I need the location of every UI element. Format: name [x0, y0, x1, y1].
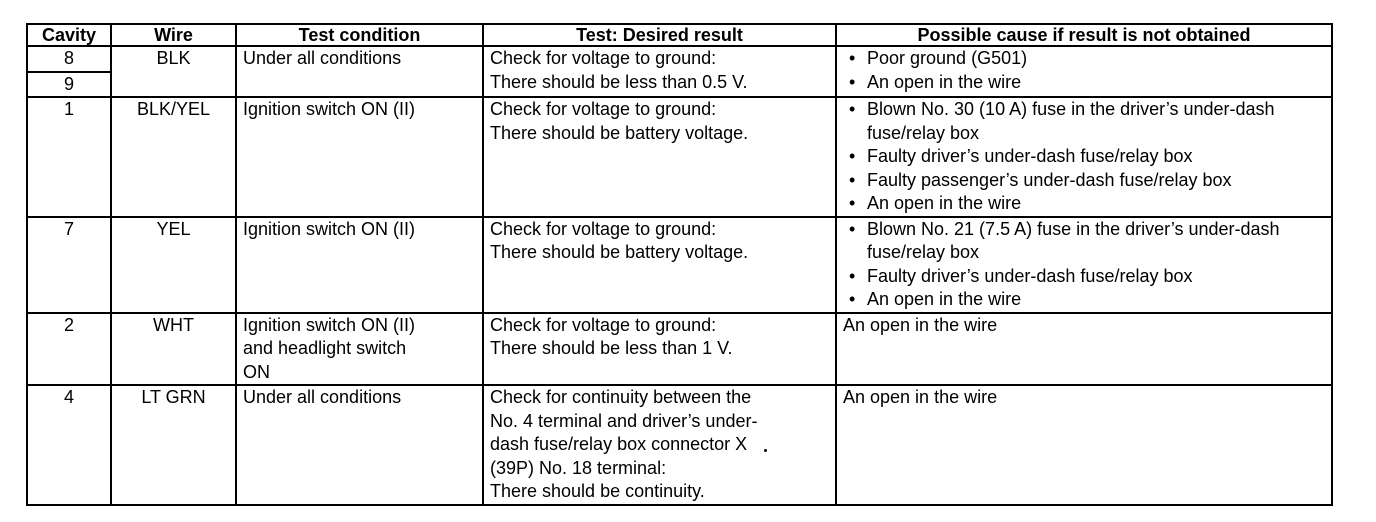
cause-text: Blown No. 30 (10 A) fuse in the driver’s under-dash fuse/relay box	[867, 99, 1275, 143]
wire-color-cell: WHT	[111, 313, 236, 386]
possible-cause-cell	[836, 97, 1332, 217]
cavity-cell	[27, 46, 111, 97]
cause-item	[843, 145, 1325, 169]
condition-line: Ignition switch ON (II)	[243, 218, 416, 239]
cavity-number: 7	[63, 218, 74, 239]
test-condition-cell	[236, 217, 483, 313]
cavity-number: 1	[63, 99, 74, 119]
result-line: There should be battery voltage.	[490, 242, 749, 262]
bullet-icon: •	[849, 193, 856, 213]
wire-color-cell: BLK/YEL	[111, 97, 236, 217]
wire-color-cell: LT GRN	[111, 385, 236, 505]
cause-text: Faulty driver’s under-dash fuse/relay box	[867, 146, 1193, 166]
bullet-icon: •	[849, 289, 856, 309]
cause-text: Poor ground (G501)	[867, 48, 1028, 68]
bullet-icon: •	[849, 218, 856, 239]
result-line: (39P) No. 18 terminal:	[490, 457, 667, 478]
cause-text: An open in the wire	[843, 387, 998, 407]
table-row	[27, 217, 1332, 313]
table-row	[27, 385, 1332, 505]
cause-item	[843, 47, 1325, 71]
bullet-icon: •	[849, 265, 856, 286]
test-condition-cell	[236, 97, 483, 217]
cause-list	[843, 47, 1325, 94]
cause-list	[843, 218, 1325, 312]
possible-cause-cell	[836, 313, 1332, 386]
cavity-cell	[27, 313, 111, 386]
desired-result-cell	[483, 97, 836, 217]
condition-line: Under all conditions	[243, 387, 402, 407]
bullet-icon: •	[849, 48, 856, 68]
condition-line: ON	[243, 361, 270, 382]
cause-text: An open in the wire	[843, 314, 998, 335]
test-results-table	[26, 23, 1333, 506]
result-line: Check for voltage to ground:	[490, 48, 717, 68]
result-line: Check for voltage to ground:	[490, 314, 717, 335]
cause-item	[843, 98, 1325, 145]
header-row	[27, 24, 1332, 46]
cavity-number: 4	[63, 387, 74, 407]
cavity-number: 9	[28, 71, 110, 97]
header-test-condition: Test condition	[236, 24, 483, 46]
cause-item	[843, 71, 1325, 95]
wire-color-cell: BLK	[111, 46, 236, 97]
cause-text: An open in the wire	[867, 71, 1022, 92]
table-header	[27, 24, 1332, 46]
result-line: There should be less than 1 V.	[490, 338, 733, 358]
possible-cause-cell	[836, 46, 1332, 97]
result-line: There should be continuity.	[490, 481, 705, 501]
wire-color-cell: YEL	[111, 217, 236, 313]
cause-item	[843, 218, 1325, 265]
bullet-icon: •	[849, 71, 856, 92]
cause-text: An open in the wire	[867, 289, 1022, 309]
cause-item	[843, 169, 1325, 193]
cause-text: An open in the wire	[867, 193, 1022, 213]
bullet-icon: •	[849, 146, 856, 166]
cavity-cell	[27, 217, 111, 313]
cavity-number: 2	[63, 314, 74, 335]
desired-result-cell	[483, 385, 836, 505]
table-row	[27, 46, 1332, 97]
cause-item	[843, 288, 1325, 312]
table-row	[27, 313, 1332, 386]
bullet-icon: •	[849, 169, 856, 190]
cause-list	[843, 98, 1325, 216]
condition-line: Ignition switch ON (II)	[243, 99, 416, 119]
test-condition-cell	[236, 46, 483, 97]
condition-line: Under all conditions	[243, 48, 402, 68]
result-line: There should be less than 0.5 V.	[490, 71, 748, 92]
cavity-cell	[27, 385, 111, 505]
result-line: dash fuse/relay box connector X	[490, 434, 748, 454]
table-row	[27, 97, 1332, 217]
result-line: No. 4 terminal and driver’s under-	[490, 410, 758, 431]
desired-result-cell	[483, 217, 836, 313]
header-cavity: Cavity	[27, 24, 111, 46]
stray-mark	[764, 449, 767, 452]
cavity-cell	[27, 97, 111, 217]
bullet-icon: •	[849, 99, 856, 119]
header-possible-cause: Possible cause if result is not obtained	[836, 24, 1332, 46]
desired-result-cell	[483, 313, 836, 386]
possible-cause-cell	[836, 217, 1332, 313]
result-line: Check for continuity between the	[490, 387, 752, 407]
header-wire: Wire	[111, 24, 236, 46]
test-condition-cell	[236, 385, 483, 505]
test-condition-cell	[236, 313, 483, 386]
result-line: There should be battery voltage.	[490, 122, 749, 143]
condition-line: Ignition switch ON (II)	[243, 314, 416, 335]
condition-line: and headlight switch	[243, 338, 407, 358]
result-line: Check for voltage to ground:	[490, 99, 717, 119]
cause-text: Faulty driver’s under-dash fuse/relay box	[867, 265, 1193, 286]
desired-result-cell	[483, 46, 836, 97]
cause-text: Blown No. 21 (7.5 A) fuse in the driver’s under-dash fuse/relay box	[867, 218, 1280, 262]
table-body	[27, 46, 1332, 505]
possible-cause-cell	[836, 385, 1332, 505]
cause-item	[843, 192, 1325, 216]
cause-text: Faulty passenger’s under-dash fuse/relay box	[867, 169, 1232, 190]
cause-item	[843, 265, 1325, 289]
header-desired-result: Test: Desired result	[483, 24, 836, 46]
cavity-number: 8	[63, 48, 74, 68]
result-line: Check for voltage to ground:	[490, 218, 717, 239]
